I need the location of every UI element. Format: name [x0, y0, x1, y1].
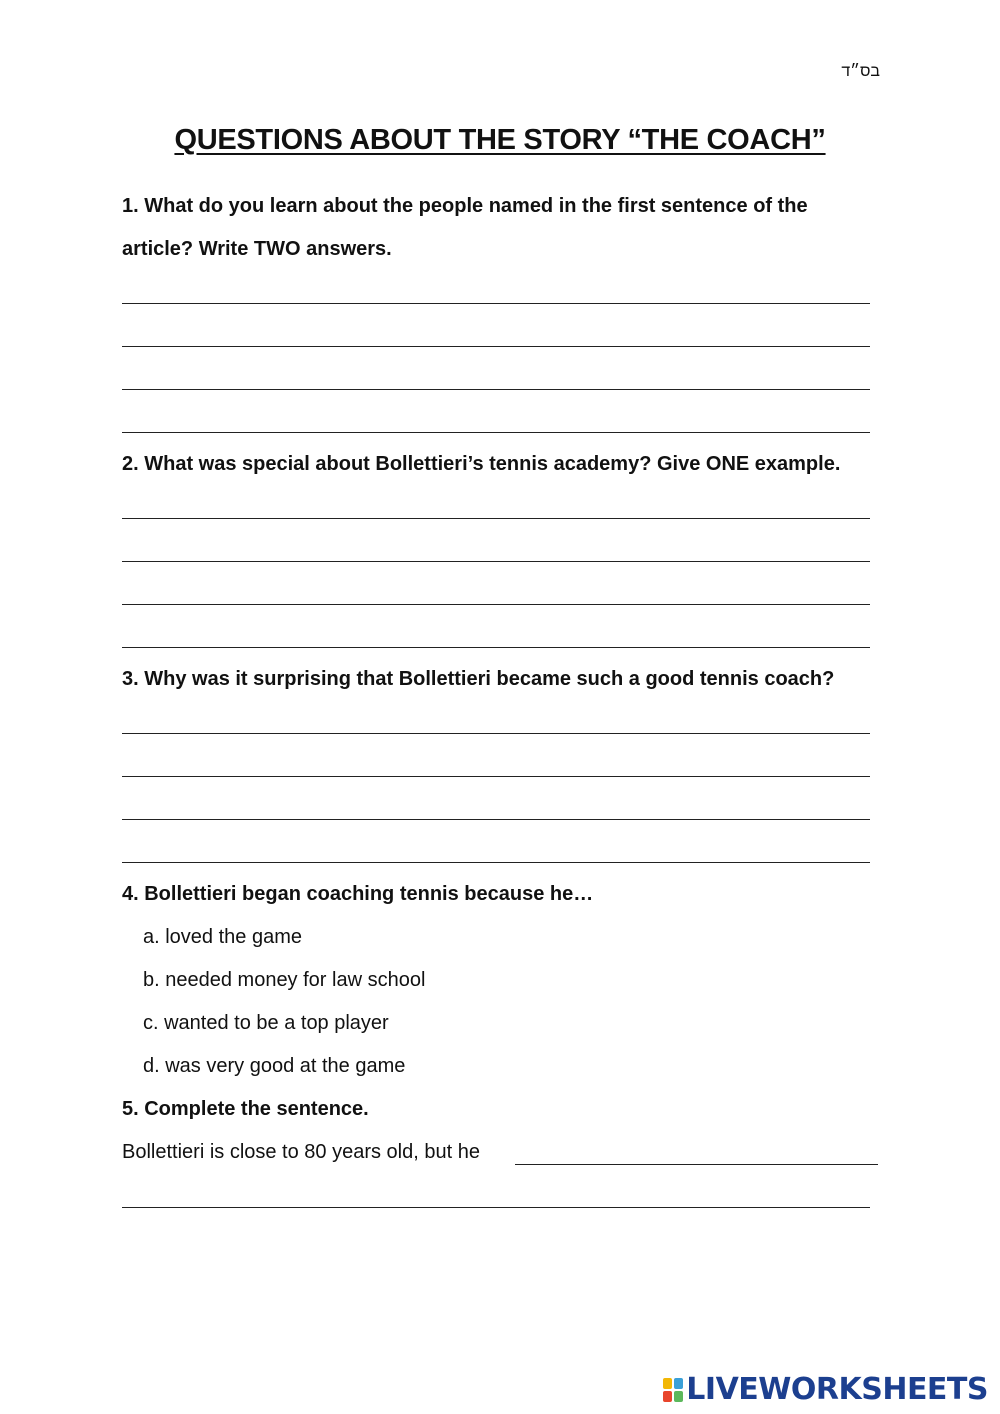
answer-line-2-3[interactable]	[122, 604, 870, 605]
answer-line-3-4[interactable]	[122, 862, 870, 863]
logo-square-3	[663, 1391, 672, 1402]
question-5: 5. Complete the sentence.	[122, 1098, 369, 1120]
logo-square-1	[663, 1378, 672, 1389]
option-b[interactable]: b. needed money for law school	[143, 969, 426, 991]
answer-line-2-1[interactable]	[122, 518, 870, 519]
answer-line-1-4[interactable]	[122, 432, 870, 433]
question-1-line-1: 1. What do you learn about the people named in the first sentence of the	[122, 195, 808, 217]
answer-line-3-1[interactable]	[122, 733, 870, 734]
option-a[interactable]: a. loved the game	[143, 926, 302, 948]
option-c[interactable]: c. wanted to be a top player	[143, 1012, 389, 1034]
page-title: QUESTIONS ABOUT THE STORY “THE COACH”	[174, 124, 826, 156]
sentence-blank[interactable]	[515, 1164, 878, 1165]
logo-text: LIVEWORKSHEETS	[686, 1372, 988, 1407]
answer-line-2-4[interactable]	[122, 647, 870, 648]
header-mark: בס״ד	[841, 63, 880, 80]
logo-square-2	[674, 1378, 683, 1389]
question-4: 4. Bollettieri began coaching tennis because he…	[122, 883, 594, 905]
answer-line-1-3[interactable]	[122, 389, 870, 390]
answer-line-5-1[interactable]	[122, 1207, 870, 1208]
option-d[interactable]: d. was very good at the game	[143, 1055, 406, 1077]
answer-line-1-1[interactable]	[122, 303, 870, 304]
question-3: 3. Why was it surprising that Bollettieri became such a good tennis coach?	[122, 668, 835, 690]
question-1-line-2: article? Write TWO answers.	[122, 238, 392, 260]
question-2: 2. What was special about Bollettieri’s tennis academy? Give ONE example.	[122, 453, 841, 475]
answer-line-3-3[interactable]	[122, 819, 870, 820]
liveworksheets-logo	[663, 1372, 988, 1407]
logo-square-4	[674, 1391, 683, 1402]
answer-line-3-2[interactable]	[122, 776, 870, 777]
answer-line-2-2[interactable]	[122, 561, 870, 562]
logo-icon	[663, 1378, 683, 1402]
sentence-prompt: Bollettieri is close to 80 years old, but he	[122, 1141, 480, 1163]
answer-line-1-2[interactable]	[122, 346, 870, 347]
